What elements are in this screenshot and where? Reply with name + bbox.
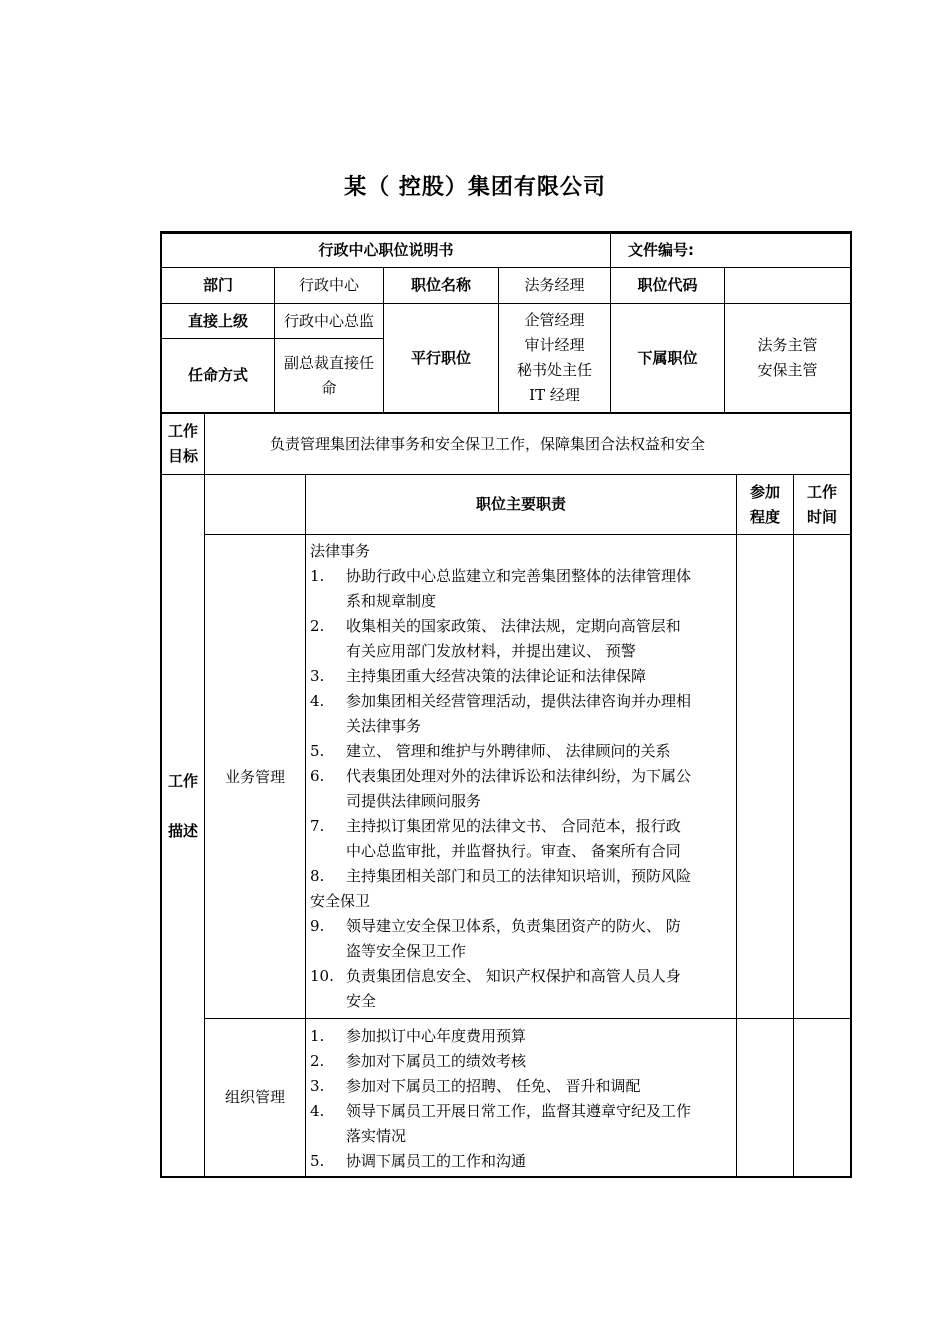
duty-number: 10. <box>310 967 334 985</box>
duty-number: 1. <box>310 567 325 585</box>
duty-text: 司提供法律顾问服务 <box>346 792 482 810</box>
table-border-bottom <box>160 1176 852 1178</box>
position-name-label: 职位名称 <box>410 276 471 294</box>
duty-text: 主持拟订集团常见的法律文书、 合同范本，报行政 <box>346 817 681 835</box>
superior-label: 直接上级 <box>187 311 248 330</box>
duty-text: 协助行政中心总监建立和完善集团整体的法律管理体 <box>346 567 692 585</box>
position-code-value <box>725 268 850 303</box>
duty-text: 参加对下属员工的绩效考核 <box>346 1052 527 1070</box>
parallel-position: 秘书处主任 <box>516 361 592 379</box>
file-number-label: 文件编号: <box>628 241 694 259</box>
duty-text: 盗等安全保卫工作 <box>346 942 467 960</box>
subordinate-label: 下属职位 <box>637 348 698 367</box>
duty-item <box>310 1149 734 1174</box>
duty-item <box>310 764 734 814</box>
duty-number: 4. <box>310 1102 325 1120</box>
goal-text: 负责管理集团法律事务和安全保卫工作，保障集团合法权益和安全 <box>269 434 705 453</box>
duty-text: 收集相关的国家政策、 法律法规，定期向高管层和 <box>346 617 681 635</box>
duty-item <box>310 739 734 764</box>
participation-header <box>737 475 793 534</box>
duty-text: 负责集团信息安全、 知识产权保护和高管人员人身 <box>346 967 681 985</box>
duty-item <box>310 1024 734 1049</box>
worktime-header-line: 工作 <box>806 482 837 501</box>
col-divider <box>793 474 794 1178</box>
duty-item <box>310 614 734 664</box>
duty-text: 代表集团处理对外的法律诉讼和法律纠纷，为下属公 <box>346 767 692 785</box>
subordinate-position: 法务主管 <box>757 336 818 354</box>
participation-header-line: 参加 <box>749 482 780 501</box>
worktime-header <box>794 475 850 534</box>
duty-subheading: 安全保卫 <box>310 892 371 910</box>
duty-number: 9. <box>310 917 325 935</box>
parallel-position: 企管经理 <box>524 311 585 329</box>
duty-text: 安全 <box>346 992 377 1010</box>
duty-item <box>310 1074 734 1099</box>
company-title: 某（ 控股）集团有限公司 <box>344 175 606 200</box>
col-divider <box>736 474 737 1178</box>
duty-item <box>310 564 734 614</box>
duty-number: 5. <box>310 742 325 760</box>
duty-item <box>310 689 734 739</box>
duty-item <box>310 1049 734 1074</box>
duties-header: 职位主要职责 <box>475 495 566 513</box>
worktime-header-line: 时间 <box>806 507 837 526</box>
dept-label: 部门 <box>202 276 233 294</box>
duty-text: 领导下属员工开展日常工作，监督其遵章守纪及工作 <box>346 1102 692 1120</box>
duty-text: 主持集团相关部门和员工的法律知识培训，预防风险 <box>346 867 692 885</box>
participation-header-line: 程度 <box>749 507 780 526</box>
duty-text: 系和规章制度 <box>346 592 437 610</box>
duty-number: 8. <box>310 867 325 885</box>
duty-item <box>310 864 734 889</box>
duty-text: 有关应用部门发放材料，并提出建议、 预警 <box>346 642 636 660</box>
duty-number: 3. <box>310 667 325 685</box>
position-code-label: 职位代码 <box>637 276 698 294</box>
duty-text: 参加拟订中心年度费用预算 <box>346 1027 527 1045</box>
description-label <box>162 756 204 856</box>
duty-number: 2. <box>310 1052 325 1070</box>
duty-text: 中心总监审批，并监督执行。审查、 备案所有合同 <box>346 842 681 860</box>
duty-number: 1. <box>310 1027 325 1045</box>
duty-item <box>310 1099 734 1149</box>
duty-item <box>310 664 734 689</box>
duty-text: 主持集团重大经营决策的法律论证和法律保障 <box>346 667 647 685</box>
duty-text: 建立、 管理和维护与外聘律师、 法律顾问的关系 <box>346 742 671 760</box>
subordinate-position: 安保主管 <box>757 361 818 379</box>
duty-text: 参加对下属员工的招聘、 任免、 晋升和调配 <box>346 1077 641 1095</box>
duty-item <box>310 814 734 864</box>
duty-number: 2. <box>310 617 325 635</box>
parallel-position: IT 经理 <box>529 386 580 404</box>
doc-header-title: 行政中心职位说明书 <box>318 241 454 259</box>
duty-text: 参加集团相关经营管理活动，提供法律咨询并办理相 <box>346 692 692 710</box>
duty-item <box>310 964 734 1014</box>
duty-number: 7. <box>310 817 325 835</box>
duty-number: 4. <box>310 692 325 710</box>
organization-category: 组织管理 <box>224 1087 285 1106</box>
duty-number: 5. <box>310 1152 325 1170</box>
superior-value: 行政中心总监 <box>283 311 374 330</box>
appoint-label: 任命方式 <box>187 366 248 384</box>
duty-number: 3. <box>310 1077 325 1095</box>
table-border-right <box>850 231 852 1178</box>
col-divider <box>305 474 306 1178</box>
goal-label-line: 工作 <box>167 422 198 440</box>
parallel-position: 审计经理 <box>524 336 585 354</box>
duty-item <box>310 914 734 964</box>
description-label-line: 描述 <box>167 822 198 840</box>
appoint-value-line: 命 <box>321 378 337 397</box>
duty-text: 关法律事务 <box>346 717 422 735</box>
business-category: 业务管理 <box>224 767 285 786</box>
duty-text: 协调下属员工的工作和沟通 <box>346 1152 527 1170</box>
row-divider <box>205 1018 851 1019</box>
duty-heading: 法律事务 <box>310 542 371 560</box>
organization-duties <box>310 1024 734 1174</box>
appoint-value <box>275 339 383 412</box>
duty-text: 落实情况 <box>346 1127 407 1145</box>
row-divider <box>205 534 851 535</box>
dept-value: 行政中心 <box>298 276 359 294</box>
business-duties <box>310 539 734 1014</box>
goal-label <box>162 414 204 474</box>
appoint-value-line: 副总裁直接任 <box>283 353 374 372</box>
duty-text: 领导建立安全保卫体系，负责集团资产的防火、 防 <box>346 917 681 935</box>
goal-label-line: 目标 <box>167 447 198 465</box>
parallel-label: 平行职位 <box>410 348 471 367</box>
duty-number: 6. <box>310 767 325 785</box>
parallel-values <box>499 304 610 412</box>
subordinate-values <box>725 304 850 412</box>
position-name-value: 法务经理 <box>524 276 585 294</box>
description-label-line: 工作 <box>167 772 198 790</box>
